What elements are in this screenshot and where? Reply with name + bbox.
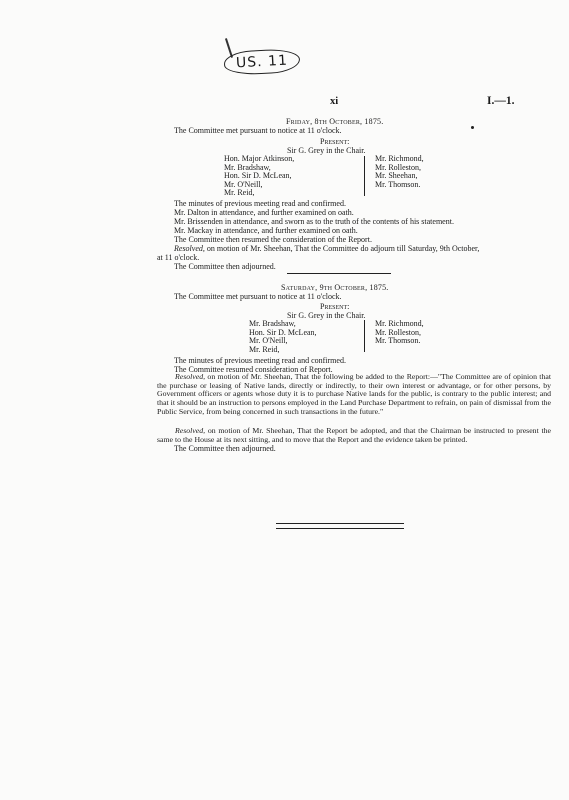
resolved-word: Resolved, <box>174 244 205 253</box>
meeting1-date: Friday, 8th October, 1875. <box>286 117 384 126</box>
member: Mr. O'Neill, <box>249 336 288 346</box>
resolution-paragraph <box>157 373 551 417</box>
member: Hon. Major Atkinson, <box>224 154 295 163</box>
resolution-text: on motion of Mr. Sheehan, That the Committee do adjourn till Saturday, 9th October, <box>206 244 480 253</box>
page-number: xi <box>330 96 339 107</box>
member: Mr. O'Neill, <box>224 179 263 189</box>
document-reference: I.—1. <box>487 95 515 107</box>
meeting1-present-label: Present: <box>320 137 350 146</box>
member: Mr. Bradshaw, <box>224 162 271 172</box>
member: Mr. Sheehan, <box>375 171 418 181</box>
resolution-continuation: at 11 o'clock. <box>157 253 200 262</box>
column-divider <box>364 156 365 196</box>
ink-dot <box>471 126 474 129</box>
column-divider <box>364 320 365 352</box>
handwritten-stamp: US. 11 <box>223 48 300 76</box>
proceeding-line: Mr. Brissenden in attendance, and sworn as to the truth of the contents of his statement. <box>174 217 454 226</box>
meeting1-closing: The Committee then adjourned. <box>174 262 276 271</box>
member: Mr. Thomson. <box>375 179 421 189</box>
member: Mr. Richmond, <box>375 319 424 328</box>
meeting2-date: Saturday, 9th October, 1875. <box>281 283 389 292</box>
member: Hon. Sir D. McLean, <box>249 327 317 337</box>
proceeding-line: The minutes of previous meeting read and confirmed. <box>174 356 346 365</box>
meeting1-members-right <box>375 155 424 189</box>
section-divider <box>287 273 391 274</box>
member: Hon. Sir D. McLean, <box>224 171 292 181</box>
meeting1-chair: Sir G. Grey in the Chair. <box>287 146 366 155</box>
meeting1-opening: The Committee met pursuant to notice at 11 o'clock. <box>174 126 342 135</box>
meeting2-members-right <box>375 320 424 346</box>
resolution-text: on motion of Mr. Sheehan, That the Report be adopted, and that the Chairman be instructed to present the same to the House at its next sitting, and to move that the Report and the evidence taken be printed. <box>157 426 551 444</box>
meeting1-proceedings <box>174 199 479 253</box>
member: Mr. Rolleston, <box>375 327 422 337</box>
member: Mr. Thomson. <box>375 336 421 346</box>
closing-double-rule <box>276 523 404 529</box>
meeting2-chair: Sir G. Grey in the Chair. <box>287 311 366 320</box>
proceeding-line: The Committee resumed consideration of Report. <box>174 365 333 374</box>
member: Mr. Rolleston, <box>375 162 422 172</box>
member: Mr. Bradshaw, <box>249 319 296 328</box>
meeting2-present-label: Present: <box>320 302 350 311</box>
meeting2-opening: The Committee met pursuant to notice at 11 o'clock. <box>174 292 342 301</box>
proceeding-line: The Committee then resumed the consideration of the Report. <box>174 235 372 244</box>
resolved-word: Resolved, <box>175 426 206 435</box>
proceeding-line: Mr. Dalton in attendance, and further examined on oath. <box>174 208 354 217</box>
meeting1-members-left <box>224 155 294 198</box>
resolution-line <box>174 244 479 253</box>
resolution-text: on motion of Mr. Sheehan, That the following be added to the Report:—"The Committee are of opinion that the purchase or leasing of Native lands, directly or indirectly, to their own interest or advantage, or for other persons, by Government officers or agents whose duty it is to purchase Native lands for the public, is contrary to the public interest; and that it should be an instruction to persons employed in the Land Purchase Department to refrain, on pain of dismissal from the Public Service, from being concerned in such transactions in the future." <box>157 372 551 416</box>
proceeding-line: Mr. Mackay in attendance, and further examined on oath. <box>174 226 358 235</box>
meeting2-members-left <box>249 320 317 354</box>
resolution-paragraph <box>157 427 551 444</box>
proceeding-line: The minutes of previous meeting read and confirmed. <box>174 199 346 208</box>
member: Mr. Richmond, <box>375 154 424 163</box>
member: Mr. Reid, <box>224 188 255 198</box>
meeting2-closing: The Committee then adjourned. <box>174 444 276 453</box>
resolved-word: Resolved, <box>175 372 206 381</box>
member: Mr. Reid, <box>249 344 280 354</box>
